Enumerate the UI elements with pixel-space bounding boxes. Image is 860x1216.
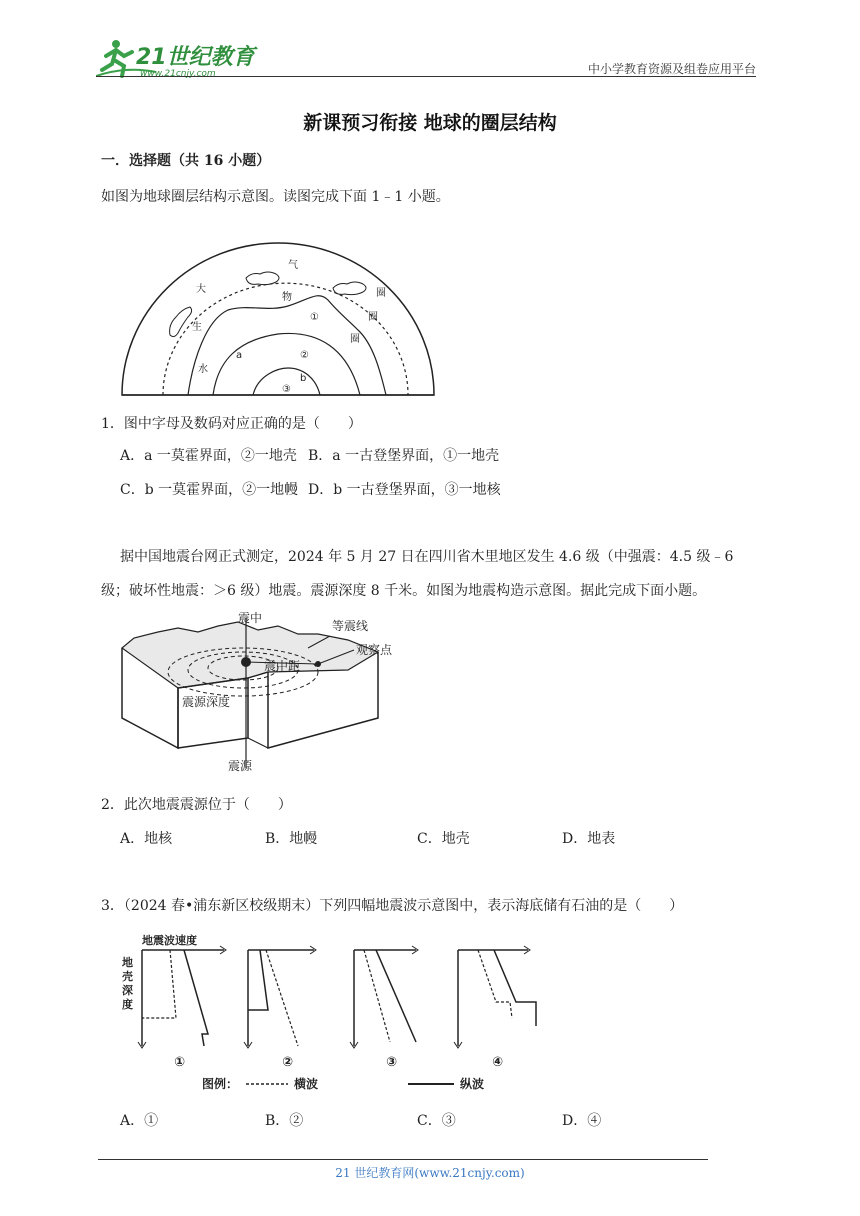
label-sheng: 生 [192,322,202,333]
wave-panel-2 [244,946,316,1048]
seismic-wave-figure [118,930,558,1095]
cloud-icon [333,282,366,295]
wave-panel-4 [454,946,536,1048]
panel-label-2: ② [282,1055,294,1070]
label-quan2: 圈 [368,312,378,323]
label-n3: ③ [282,384,291,395]
section-heading: 一．选择题（共 16 小题） [101,153,271,169]
label-focal-depth: 震源深度 [182,695,231,709]
logo-url: www.21cnjy.com [140,69,216,79]
q2-option-c[interactable]: C．地壳 [417,831,470,847]
platform-name: 中小学教育资源及组卷应用平台 [587,62,756,76]
label-depth-4: 度 [122,998,133,1011]
label-n1: ① [310,312,319,323]
wave-panel-1 [138,946,226,1048]
q3-stem: 3．（2024 春•浦东新区校级期末）下列四幅地震波示意图中，表示海底储有石油的是（ ） [101,898,684,914]
page-title: 新课预习衔接 地球的圈层结构 [303,112,557,134]
label-isoseismal: 等震线 [332,619,369,633]
outer-arc [122,243,434,395]
legend-longitudinal-wave: 纵波 [460,1077,485,1091]
footer-link[interactable]: 21 世纪教育网(www.21cnjy.com) [335,1166,525,1180]
q1-option-b[interactable]: B．a 一古登堡界面，①一地壳 [308,448,500,464]
q2-option-b[interactable]: B．地幔 [265,831,318,847]
q1-option-d[interactable]: D．b 一古登堡界面，③一地核 [308,482,501,498]
earthquake-figure [118,608,418,778]
intro-1: 如图为地球圈层结构示意图。读图完成下面 1﹣1 小题。 [101,189,450,205]
footer-divider [98,1159,708,1160]
logo-text: 21世纪教育 [136,45,255,70]
legend-prefix: 图例： [202,1077,239,1091]
label-wu: 物 [282,292,292,303]
label-quan1: 圈 [376,288,386,299]
label-b: b [300,373,307,384]
label-depth-3: 深 [122,984,133,997]
label-n2: ② [300,350,309,361]
intro-2-line2: 级；破坏性地震：＞6 级）地震。震源深度 8 千米。如图为地震构造示意图。据此完成下面小题。 [101,583,707,599]
panel-label-3: ③ [386,1055,398,1070]
label-wave-speed: 地震波速度 [142,934,197,947]
label-observation: 观察点 [356,643,393,657]
cloud-icon [246,272,279,285]
logo [96,36,266,80]
label-shui: 水 [198,364,208,375]
panel-label-4: ④ [492,1055,504,1070]
header-divider [96,76,756,77]
lithosphere-line [188,296,386,395]
cloud-icon [170,307,192,337]
intro-2-line1: 据中国地震台网正式测定，2024 年 5 月 27 日在四川省木里地区发生 4.6 级（中强震：4.5 级﹣6 [120,549,734,565]
label-epicenter: 震中 [238,611,263,625]
label-depth-2: 壳 [122,970,133,983]
label-depth-1: 地 [122,956,133,969]
q1-option-a[interactable]: A．a 一莫霍界面，②一地壳 [120,448,297,464]
q3-option-a[interactable]: A．① [120,1113,159,1129]
panel-label-1: ① [174,1055,186,1070]
label-quan3: 圈 [350,334,360,345]
legend-shear-wave: 横波 [294,1077,319,1091]
label-epicentral-distance: 震中距 [264,659,301,673]
earth-sphere-figure [118,240,438,400]
q1-option-c[interactable]: C．b 一莫霍界面，②一地幔 [120,482,299,498]
label-a: a [236,350,243,361]
q2-stem: 2．此次地震震源位于（ ） [101,797,292,813]
wave-panel-3 [350,946,418,1048]
q3-option-b[interactable]: B．② [265,1113,304,1129]
label-da: 大 [196,284,206,295]
label-qi: 气 [288,260,298,271]
q1-stem: 1．图中字母及数码对应正确的是（ ） [101,416,362,432]
q2-option-a[interactable]: A．地核 [120,831,173,847]
q2-option-d[interactable]: D．地表 [562,831,616,847]
label-focus: 震源 [228,759,253,773]
q3-option-c[interactable]: C．③ [417,1113,456,1129]
q3-option-d[interactable]: D．④ [562,1113,602,1129]
